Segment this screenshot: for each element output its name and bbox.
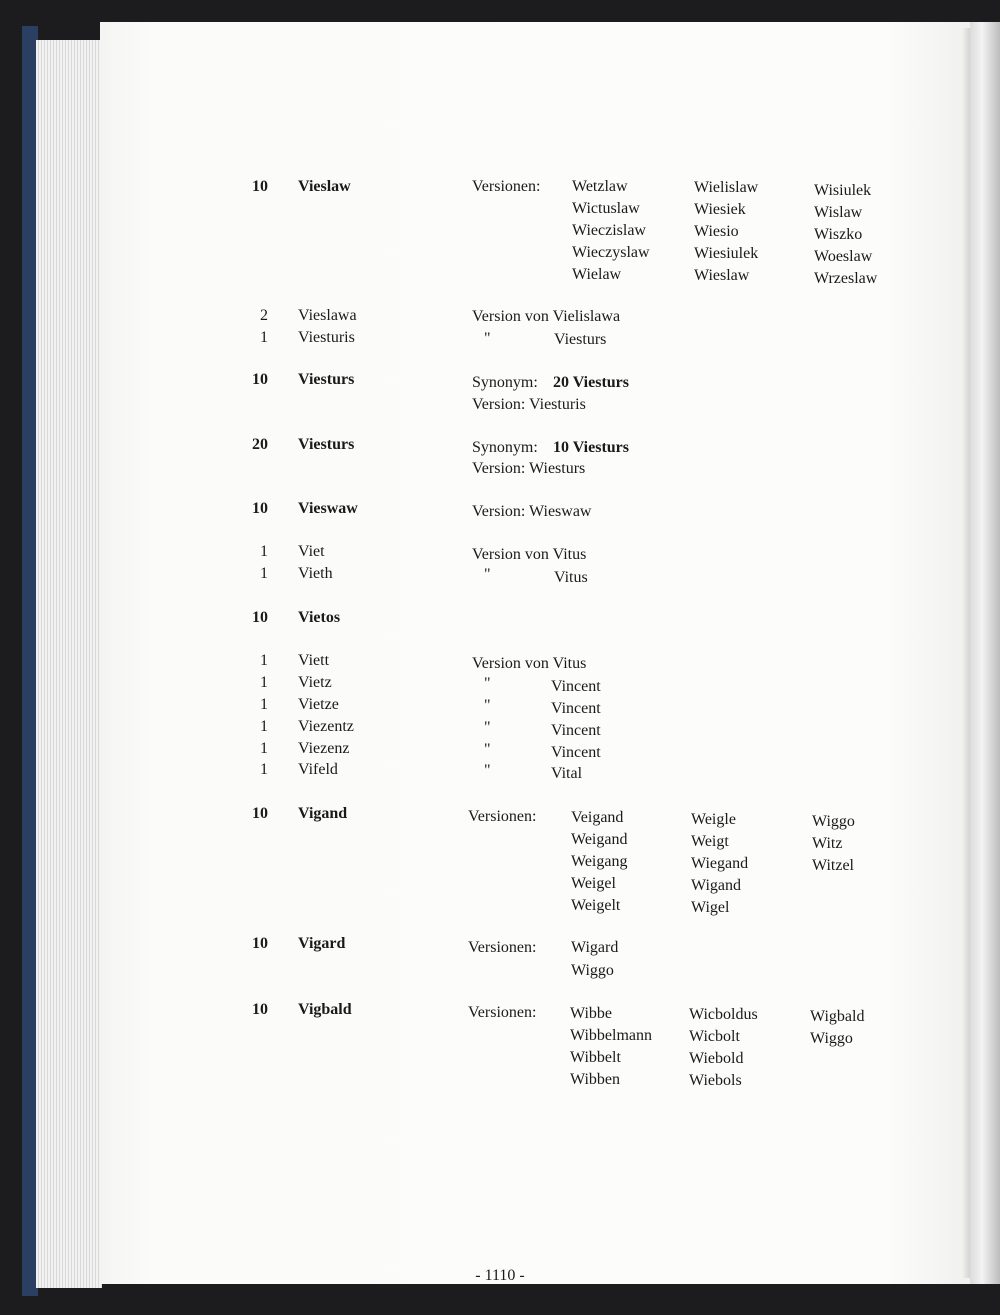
versions-label: Versionen: bbox=[468, 1004, 537, 1021]
entry-count: 10 bbox=[252, 371, 268, 388]
version-item: Wiesio bbox=[694, 223, 739, 240]
entry-count: 1 bbox=[260, 761, 268, 778]
version-item: Wiegand bbox=[691, 855, 749, 872]
version-item: Weigle bbox=[691, 811, 736, 828]
version-item: Wibbe bbox=[570, 1005, 613, 1022]
entry-name: Vietz bbox=[298, 674, 332, 691]
version-item: Wiggo bbox=[812, 813, 855, 830]
version-item: Woeslaw bbox=[814, 248, 873, 265]
entry-name: Vieth bbox=[298, 565, 333, 582]
book-spine bbox=[970, 22, 1000, 1284]
entry-note: Version von Vielislawa bbox=[472, 308, 621, 325]
version-item: Wisiulek bbox=[814, 182, 872, 199]
page-block-edge bbox=[36, 40, 102, 1288]
entry-note: Version von Vitus bbox=[472, 655, 587, 672]
entry-name: Vieslaw bbox=[298, 178, 351, 195]
entry-count: 10 bbox=[252, 935, 268, 952]
ditto-mark: " bbox=[484, 566, 491, 583]
entry-count: 10 bbox=[252, 609, 268, 626]
version-item: Wieczyslaw bbox=[572, 244, 650, 261]
entry-name: Vigbald bbox=[298, 1001, 352, 1018]
entry-name: Viezenz bbox=[298, 740, 350, 757]
entry-note: Version von Vitus bbox=[472, 546, 587, 563]
version-item: Wicbolt bbox=[689, 1028, 740, 1045]
version-item: Witzel bbox=[812, 857, 854, 874]
ditto-mark: " bbox=[484, 697, 491, 714]
ditto-value: Vincent bbox=[551, 722, 601, 739]
entry-count: 1 bbox=[260, 543, 268, 560]
versions-label: Versionen: bbox=[468, 808, 537, 825]
entry-count: 10 bbox=[252, 1001, 268, 1018]
version-item: Wieslaw bbox=[694, 267, 750, 284]
version-item: Wictuslaw bbox=[572, 200, 640, 217]
entry-name: Vietze bbox=[298, 696, 339, 713]
ditto-mark: " bbox=[484, 762, 491, 779]
version-item: Witz bbox=[812, 835, 843, 852]
version-item: Weigt bbox=[691, 833, 729, 850]
entry-count: 2 bbox=[260, 307, 268, 324]
version-item: Wiesiulek bbox=[694, 245, 759, 262]
version-item: Wetzlaw bbox=[572, 178, 628, 195]
entry-name: Vietos bbox=[298, 609, 341, 626]
synonym-label: Synonym: bbox=[472, 439, 538, 456]
ditto-value: Vital bbox=[551, 765, 583, 782]
version-item: Wielislaw bbox=[694, 179, 759, 196]
version-item: Veigand bbox=[571, 809, 624, 826]
entry-name: Viesturs bbox=[298, 436, 355, 453]
synonym-label: Synonym: bbox=[472, 374, 538, 391]
synonym-value: 20 Viesturs bbox=[553, 374, 629, 391]
version-item: Wiszko bbox=[814, 226, 863, 243]
entry-count: 10 bbox=[252, 805, 268, 822]
entry-count: 20 bbox=[252, 436, 268, 453]
entry-count: 1 bbox=[260, 329, 268, 346]
version-item: Wicboldus bbox=[689, 1006, 758, 1023]
version-item: Wislaw bbox=[814, 204, 863, 221]
version-note: Version: Wiesturs bbox=[472, 460, 586, 477]
ditto-mark: " bbox=[484, 719, 491, 736]
entry-count: 1 bbox=[260, 652, 268, 669]
version-item: Wrzeslaw bbox=[814, 270, 878, 287]
version-note: Version: Viesturis bbox=[472, 396, 586, 413]
version-item: Wigand bbox=[691, 877, 742, 894]
ditto-value: Vincent bbox=[551, 744, 601, 761]
synonym-value: 10 Viesturs bbox=[553, 439, 629, 456]
entry-name: Viesturis bbox=[298, 329, 355, 346]
ditto-value: Vitus bbox=[554, 569, 588, 586]
entry-count: 1 bbox=[260, 718, 268, 735]
version-item: Weigel bbox=[571, 875, 616, 892]
ditto-value: Vincent bbox=[551, 700, 601, 717]
version-item: Weigand bbox=[571, 831, 628, 848]
entry-name: Vifeld bbox=[298, 761, 338, 778]
entry-name: Viesturs bbox=[298, 371, 355, 388]
ditto-mark: " bbox=[484, 741, 491, 758]
version-item: Wiggo bbox=[810, 1030, 853, 1047]
version-item: Weigang bbox=[571, 853, 628, 870]
version-item: Wibben bbox=[570, 1071, 621, 1088]
version-item: Wielaw bbox=[572, 266, 622, 283]
entry-name: Vigard bbox=[298, 935, 346, 952]
ditto-value: Vincent bbox=[551, 678, 601, 695]
page-number: - 1110 - bbox=[475, 1267, 525, 1284]
entry-count: 10 bbox=[252, 178, 268, 195]
ditto-mark: " bbox=[484, 330, 491, 347]
entry-name: Viet bbox=[298, 543, 325, 560]
entry-name: Vieslawa bbox=[298, 307, 357, 324]
entry-name: Vieswaw bbox=[298, 500, 358, 517]
version-item: Wibbelt bbox=[570, 1049, 621, 1066]
entry-count: 1 bbox=[260, 696, 268, 713]
version-item: Wibbelmann bbox=[570, 1027, 652, 1044]
entry-name: Viezentz bbox=[298, 718, 354, 735]
version-item: Wiggo bbox=[571, 962, 614, 979]
version-item: Wiesiek bbox=[694, 201, 746, 218]
versions-label: Versionen: bbox=[472, 178, 541, 195]
entry-count: 1 bbox=[260, 674, 268, 691]
entry-name: Vigand bbox=[298, 805, 348, 822]
version-note: Version: Wieswaw bbox=[472, 503, 592, 520]
ditto-value: Viesturs bbox=[554, 331, 607, 348]
version-item: Wigel bbox=[691, 899, 730, 916]
entry-count: 1 bbox=[260, 740, 268, 757]
version-item: Weigelt bbox=[571, 897, 621, 914]
version-item: Wigard bbox=[571, 939, 619, 956]
versions-label: Versionen: bbox=[468, 939, 537, 956]
entry-count: 10 bbox=[252, 500, 268, 517]
version-item: Wiebold bbox=[689, 1050, 744, 1067]
version-item: Wigbald bbox=[810, 1008, 865, 1025]
entry-count: 1 bbox=[260, 565, 268, 582]
entry-name: Viett bbox=[298, 652, 330, 669]
version-item: Wieczislaw bbox=[572, 222, 646, 239]
ditto-mark: " bbox=[484, 675, 491, 692]
version-item: Wiebols bbox=[689, 1072, 742, 1089]
